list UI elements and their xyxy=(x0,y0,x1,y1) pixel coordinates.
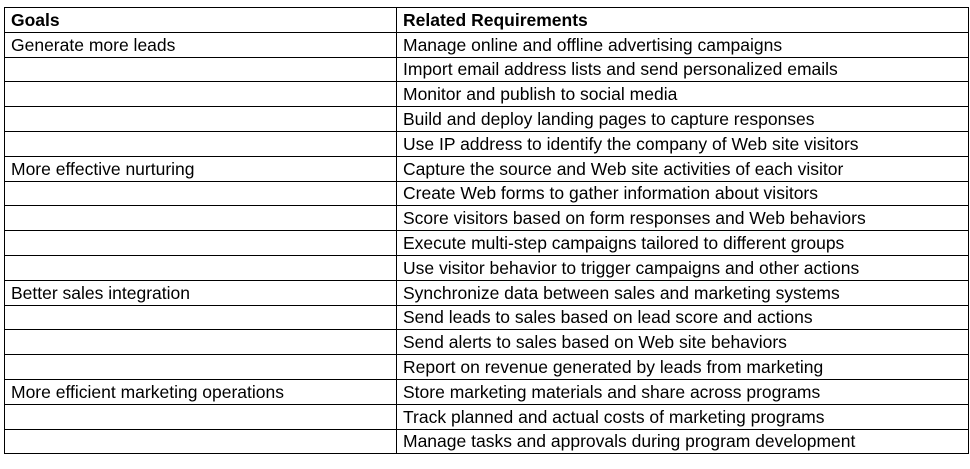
table-row xyxy=(5,181,969,206)
table-row xyxy=(5,379,969,404)
table-row xyxy=(5,82,969,107)
requirement-cell: Manage tasks and approvals during program development xyxy=(397,429,969,454)
table-row xyxy=(5,255,969,280)
goal-cell: More efficient marketing operations xyxy=(5,379,397,404)
requirement-cell: Build and deploy landing pages to capture responses xyxy=(397,107,969,132)
requirement-cell: Import email address lists and send personalized emails xyxy=(397,57,969,82)
goal-cell xyxy=(5,404,397,429)
table-row xyxy=(5,57,969,82)
requirement-cell: Synchronize data between sales and marketing systems xyxy=(397,280,969,305)
requirement-cell: Create Web forms to gather information about visitors xyxy=(397,181,969,206)
goal-cell xyxy=(5,305,397,330)
goal-cell xyxy=(5,57,397,82)
table-row xyxy=(5,330,969,355)
requirement-cell: Send leads to sales based on lead score and actions xyxy=(397,305,969,330)
requirement-cell: Score visitors based on form responses and Web behaviors xyxy=(397,206,969,231)
goal-cell xyxy=(5,429,397,454)
goal-cell: More effective nurturing xyxy=(5,156,397,181)
requirement-cell: Store marketing materials and share across programs xyxy=(397,379,969,404)
requirement-cell: Manage online and offline advertising campaigns xyxy=(397,32,969,57)
goals-header: Goals xyxy=(5,8,397,33)
goal-cell xyxy=(5,82,397,107)
table-row xyxy=(5,305,969,330)
goal-cell xyxy=(5,355,397,380)
table-row xyxy=(5,206,969,231)
goal-cell: Better sales integration xyxy=(5,280,397,305)
table-row xyxy=(5,32,969,57)
goal-cell xyxy=(5,107,397,132)
requirement-cell: Report on revenue generated by leads from marketing xyxy=(397,355,969,380)
table-row xyxy=(5,231,969,256)
table-row xyxy=(5,355,969,380)
requirement-cell: Use IP address to identify the company of Web site visitors xyxy=(397,131,969,156)
goal-cell xyxy=(5,206,397,231)
goal-cell xyxy=(5,255,397,280)
requirement-cell: Execute multi-step campaigns tailored to different groups xyxy=(397,231,969,256)
table-row xyxy=(5,156,969,181)
requirement-cell: Send alerts to sales based on Web site behaviors xyxy=(397,330,969,355)
goal-cell xyxy=(5,131,397,156)
requirement-cell: Capture the source and Web site activities of each visitor xyxy=(397,156,969,181)
header-row xyxy=(5,8,969,33)
goals-requirements-table xyxy=(4,7,969,454)
requirements-header: Related Requirements xyxy=(397,8,969,33)
table-row xyxy=(5,107,969,132)
table-row xyxy=(5,429,969,454)
goal-cell xyxy=(5,231,397,256)
goal-cell xyxy=(5,181,397,206)
requirement-cell: Monitor and publish to social media xyxy=(397,82,969,107)
table-row xyxy=(5,131,969,156)
table-row xyxy=(5,280,969,305)
table-row xyxy=(5,404,969,429)
requirement-cell: Track planned and actual costs of marketing programs xyxy=(397,404,969,429)
goal-cell: Generate more leads xyxy=(5,32,397,57)
goal-cell xyxy=(5,330,397,355)
requirement-cell: Use visitor behavior to trigger campaigns and other actions xyxy=(397,255,969,280)
